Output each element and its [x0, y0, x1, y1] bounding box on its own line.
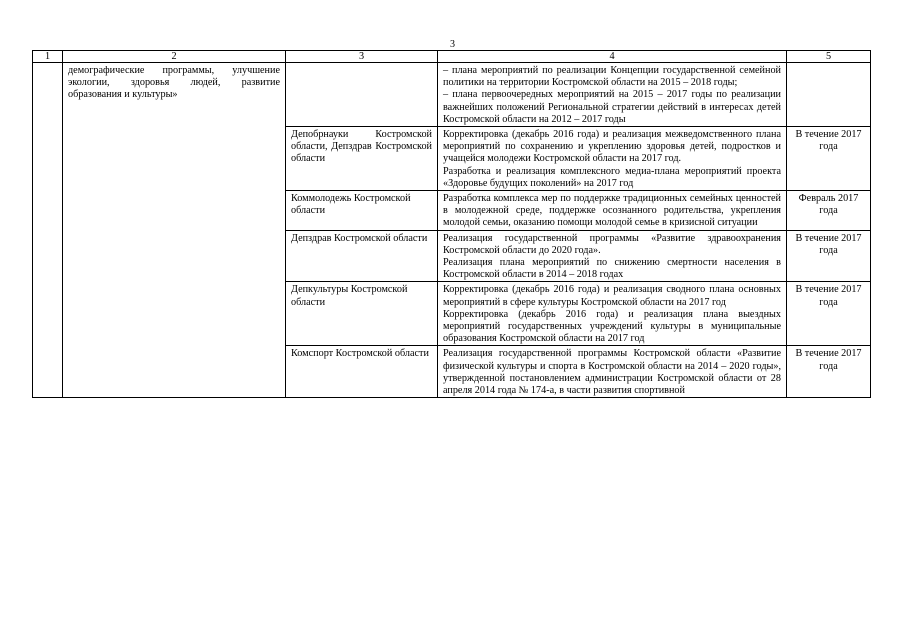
- executor-cell: Депобрнауки Костромской области, Депздрав Костромской области: [286, 127, 438, 191]
- action-text: Реализация государственной программы Костромской области «Развитие физической культуры и спорта в Костромской области на 2014 – 2020 годы», утвержденной постановлением администрации Костромской области от 28 апреля 2014 года № 174-а, в части развития спортивной: [443, 348, 781, 397]
- executor-cell: [286, 63, 438, 127]
- action-text: Разработка и реализация комплексного медиа-плана мероприятий проекта «Здоровье будущих поколений» на 2017 год: [443, 165, 781, 189]
- direction-cell: [63, 63, 286, 398]
- executor-cell: Коммолодежь Костромской области: [286, 191, 438, 231]
- action-text: Корректировка (декабрь 2016 года) и реализация сводного плана основных мероприятий в сфере культуры Костромской области на 2017 год: [443, 284, 781, 308]
- actions-cell: [438, 230, 787, 282]
- term-cell: Февраль 2017 года: [787, 191, 871, 231]
- column-number: 4: [438, 51, 787, 63]
- column-number: 3: [286, 51, 438, 63]
- actions-cell: [438, 282, 787, 346]
- action-text: Корректировка (декабрь 2016 года) и реализация плана выездных мероприятий государственных учреждений культуры в муниципальные образования Костромской области на 2017 год: [443, 308, 781, 345]
- actions-cell: [438, 346, 787, 398]
- index-cell: [33, 63, 63, 398]
- actions-cell: [438, 127, 787, 191]
- action-text: – плана первоочередных мероприятий на 2015 – 2017 годы по реализации важнейших положений Региональной стратегии действий в интересах детей Костромской области на 2012 – 2017 годы: [443, 89, 781, 125]
- page-number: 3: [450, 39, 455, 50]
- term-cell: В течение 2017 года: [787, 230, 871, 282]
- term-cell: В течение 2017 года: [787, 346, 871, 398]
- executor-cell: Комспорт Костромской области: [286, 346, 438, 398]
- column-number: 1: [33, 51, 63, 63]
- table-row: [33, 63, 871, 127]
- term-cell: В течение 2017 года: [787, 282, 871, 346]
- action-text: Разработка комплекса мер по поддержке традиционных семейных ценностей в молодежной среде, поддержке осознанного родительства, укрепления молодой семьи, оказанию помощи молодой семье в кризисной ситуации: [443, 193, 781, 229]
- actions-cell: [438, 63, 787, 127]
- executor-cell: Депкультуры Костромской области: [286, 282, 438, 346]
- action-text: Реализация государственной программы «Развитие здравоохранения Костромской области до 2020 года».: [443, 232, 781, 256]
- column-number: 2: [63, 51, 286, 63]
- actions-cell: [438, 191, 787, 231]
- direction-text: демографические программы, улучшение экологии, здоровья людей, развитие образования и культуры»: [68, 65, 280, 101]
- column-number-row: [33, 51, 871, 63]
- action-text: Корректировка (декабрь 2016 года) и реализация межведомственного плана мероприятий по сохранению и укреплению здоровья детей, подростков и учащейся молодежи Костромской области на 2017 год.: [443, 129, 781, 165]
- executor-cell: Депздрав Костромской области: [286, 230, 438, 282]
- action-text: – плана мероприятий по реализации Концепции государственной семейной политики на территории Костромской области на 2015 – 2018 годы;: [443, 65, 781, 89]
- term-cell: В течение 2017 года: [787, 127, 871, 191]
- term-cell: [787, 63, 871, 127]
- document-table: [32, 50, 871, 398]
- action-text: Реализация плана мероприятий по снижению смертности населения в Костромской области в 2014 – 2018 годах: [443, 257, 781, 281]
- column-number: 5: [787, 51, 871, 63]
